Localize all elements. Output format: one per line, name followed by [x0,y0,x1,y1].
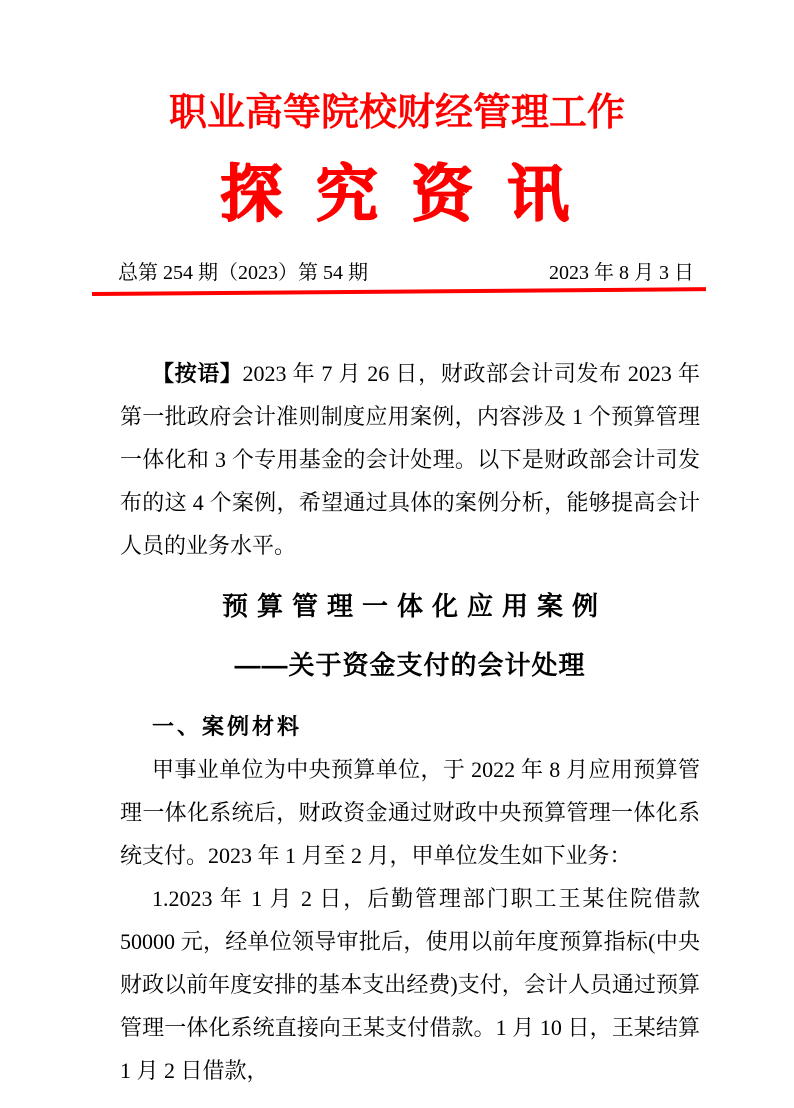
editors-note-paragraph [120,352,700,567]
section-heading-case-material: 一、案例材料 [152,714,303,740]
paragraph-case-intro: 甲事业单位为中央预算单位，于 2022 年 8 月应用预算管理一体化系统后，财政资金通过财政中央预算管理一体化系统支付。2023 年 1 月至 2 月，甲单位发生如下业务： [120,757,700,869]
masthead-supertitle: 职业高等院校财经管理工作 [168,92,625,134]
issue-line [118,260,694,286]
article-title: 预算管理一体化应用案例 [221,591,607,622]
masthead [0,0,794,228]
masthead-divider-rule [92,287,706,296]
article-subtitle: ——关于资金支付的会计处理 [234,650,586,681]
article-body [120,352,700,1092]
masthead-main-title: 探 究 资 讯 [219,157,575,230]
editors-note-text: 2023 年 7 月 26 日，财政部会计司发布 2023 年第一批政府会计准则制度应用案例，内容涉及 1 个预算管理一体化和 3 个专用基金的会计处理。以下是财政部会计司发布的这 4 个案例，希望通过具体的案例分析，能够提高会计人员的业务水平。 [120,361,700,559]
editors-note-label: 【按语】 [152,361,243,387]
issue-number: 总第 254 期（2023）第 54 期 [118,262,368,285]
issue-date: 2023 年 8 月 3 日 [549,262,694,285]
paragraph-business-item-1: 1.2023 年 1 月 2 日，后勤管理部门职工王某住院借款 50000 元，经单位领导审批后，使用以前年度预算指标(中央财政以前年度安排的基本支出经费)支付，会计人员通过预算管理一体化系统直接向王某支付借款。1 月 10 日，王某结算 1 月 2 日借款， [120,886,700,1084]
